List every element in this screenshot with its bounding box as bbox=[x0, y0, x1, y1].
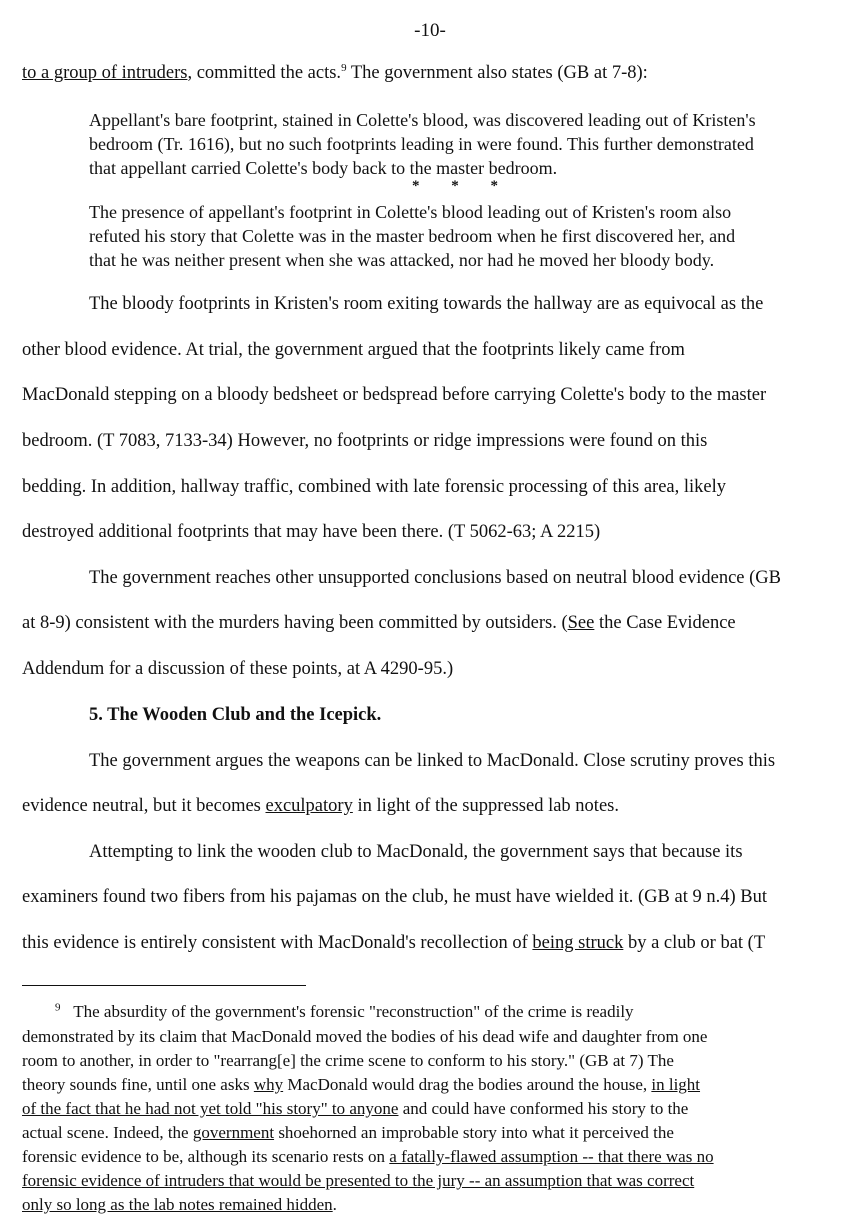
see-signal: See bbox=[567, 613, 595, 633]
paragraph-line: this evidence is entirely consistent with MacDonald's recollection of being struck by a club or bat (T bbox=[22, 933, 766, 953]
section-heading: 5. The Wooden Club and the Icepick. bbox=[89, 705, 382, 725]
underlined-phrase: exculpatory bbox=[265, 796, 353, 816]
footnote-line: forensic evidence of intruders that would be presented to the jury -- an assumption that was correct bbox=[22, 1171, 695, 1190]
footnote-line: of the fact that he had not yet told "his story" to anyone and could have conformed his story to the bbox=[22, 1099, 689, 1118]
paragraph-line: The bloody footprints in Kristen's room exiting towards the hallway are as equivocal as the bbox=[89, 294, 764, 314]
paragraph-line: The government reaches other unsupported conclusions based on neutral blood evidence (GB bbox=[89, 568, 781, 588]
footnote-reference: 9 bbox=[341, 61, 347, 74]
footnote-line: forensic evidence to be, although its scenario rests on a fatally-flawed assumption -- that there was no bbox=[22, 1147, 714, 1166]
quote-line: that he was neither present when she was attacked, nor had he moved her bloody body. bbox=[89, 250, 715, 270]
quote-line: that appellant carried Colette's body back to the master bedroom. bbox=[89, 158, 558, 178]
paragraph-line: MacDonald stepping on a bloody bedsheet or bedspread before carrying Colette's body to the master bbox=[22, 385, 767, 405]
quote-line: bedroom (Tr. 1616), but no such footprints leading in were found. This further demonstrated bbox=[89, 134, 754, 154]
section-break-stars: * * * bbox=[412, 178, 512, 194]
footnote-line: $^9$ The absurdity of the government's forensic "reconstruction" of the crime is readily bbox=[55, 1001, 634, 1021]
footnote-line: room to another, in order to "rearrang[e] the crime scene to conform to his story." (GB at 7) The bbox=[22, 1051, 674, 1070]
paragraph-line: evidence neutral, but it becomes exculpatory in light of the suppressed lab notes. bbox=[22, 796, 619, 816]
footnote-line: only so long as the lab notes remained hidden. bbox=[22, 1195, 337, 1214]
paragraph-line: Addendum for a discussion of these points, at A 4290-95.) bbox=[22, 659, 454, 679]
paragraph-line: destroyed additional footprints that may have been there. (T 5062-63; A 2215) bbox=[22, 522, 601, 542]
paragraph-line: bedroom. (T 7083, 7133-34) However, no footprints or ridge impressions were found on this bbox=[22, 431, 708, 451]
intro-line: to a group of intruders, committed the acts.$^9$ The government also states (GB at 7-8): bbox=[22, 61, 648, 83]
paragraph-line: examiners found two fibers from his pajamas on the club, he must have wielded it. (GB at 9 n.4) But bbox=[22, 887, 767, 907]
footnote-line: actual scene. Indeed, the government shoehorned an improbable story into what it perceived the bbox=[22, 1123, 674, 1142]
paragraph-line: The government argues the weapons can be linked to MacDonald. Close scrutiny proves this bbox=[89, 751, 776, 771]
paragraph-line: Attempting to link the wooden club to MacDonald, the government says that because its bbox=[89, 842, 743, 862]
paragraph-line: at 8-9) consistent with the murders having been committed by outsiders. (See the Case Evidence bbox=[22, 613, 736, 633]
page-number: -10- bbox=[414, 20, 446, 41]
quote-line: Appellant's bare footprint, stained in Colette's blood, was discovered leading out of Kristen's bbox=[89, 110, 756, 130]
quote-line: refuted his story that Colette was in the master bedroom when he first discovered her, and bbox=[89, 226, 736, 246]
footnote-line: demonstrated by its claim that MacDonald moved the bodies of his dead wife and daughter from one bbox=[22, 1027, 708, 1046]
footnote-divider bbox=[22, 985, 306, 986]
underlined-phrase: being struck bbox=[532, 933, 624, 953]
footnote-marker: 9 bbox=[55, 1001, 61, 1014]
quote-line: The presence of appellant's footprint in Colette's blood leading out of Kristen's room also bbox=[89, 202, 732, 222]
paragraph-line: bedding. In addition, hallway traffic, combined with late forensic processing of this area, likely bbox=[22, 477, 726, 497]
underlined-phrase: to a group of intruders bbox=[22, 63, 188, 83]
paragraph-line: other blood evidence. At trial, the government argued that the footprints likely came from bbox=[22, 340, 685, 360]
footnote-line: theory sounds fine, until one asks why MacDonald would drag the bodies around the house, in light bbox=[22, 1075, 701, 1094]
